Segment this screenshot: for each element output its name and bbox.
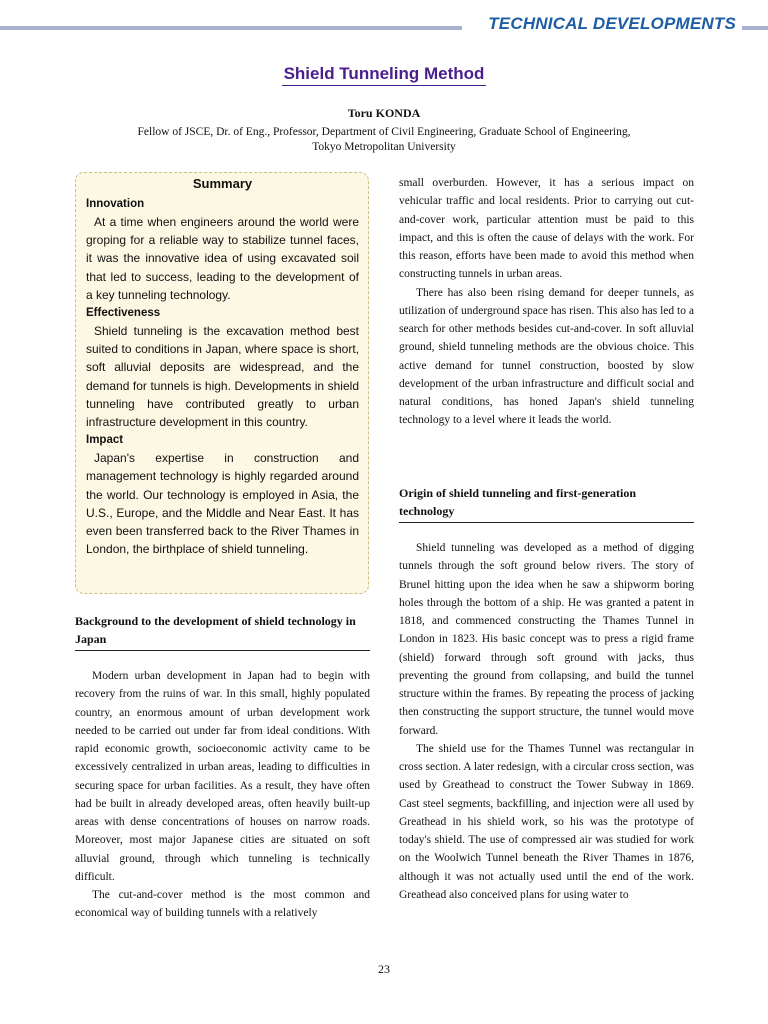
deeper-tunnels-paragraph: There has also been rising demand for deeper tunnels, as utilization of underground space has risen. This also has led to a search for other methods besides cut-and-cover. In soft alluvial ground, shield tunneling methods are the obvious choice. This active demand for tunnel construction, boosted by slow development of the urban infrastructure and difficult social and natural conditions, has honed Japan's shield tunneling technology to a level where it leads the world. bbox=[399, 286, 694, 427]
greathead-paragraph: The shield use for the Thames Tunnel was rectangular in cross section. A later redesign, with a circular cross section, was used by Greathead to construct the Tower Subway in 1869. Cast steel segments, backfilling, and injection were all used by Greathead in his shield work, so his was the prototype of today's shield. The use of compressed air was studied for work on the Woolwich Tunnel beneath the River Thames in 1876, although it was not actually used until the end of the work. Greathead also conceived plans for using water to bbox=[399, 742, 694, 901]
summary-title: Summary bbox=[192, 176, 253, 191]
affiliation-line-2: Tokyo Metropolitan University bbox=[312, 141, 456, 153]
innovation-text: At a time when engineers around the world were groping for a reliable way to stabilize tunnel faces, it was the innovative idea of using excavated soil that led to success, leading to the development of a key tunneling technology. bbox=[86, 215, 359, 302]
section-header bbox=[0, 0, 768, 50]
background-paragraph-2: The cut-and-cover method is the most common and economical way of building tunnels with a relatively bbox=[75, 889, 370, 920]
impact-text: Japan's expertise in construction and management technology is highly regarded around the world. Our technology is employed in Asia, the U.S., Europe, and the Middle and Near East. It has even been transferred back to the River Thames in London, the birthplace of shield tunneling. bbox=[86, 451, 359, 557]
article-title-block bbox=[0, 64, 768, 86]
section-label: TECHNICAL DEVELOPMENTS bbox=[488, 14, 736, 33]
page-number: 23 bbox=[378, 962, 390, 976]
impact-heading: Impact bbox=[86, 434, 124, 447]
origin-section-heading: Origin of shield tunneling and first-generation technology bbox=[399, 484, 694, 523]
right-column-top bbox=[399, 174, 694, 430]
origin-heading-block bbox=[399, 484, 694, 523]
header-stripe-left bbox=[0, 26, 462, 30]
author-affiliation bbox=[100, 125, 668, 155]
author-name: Toru KONDA bbox=[347, 106, 421, 120]
header-stripe-right bbox=[742, 26, 768, 30]
summary-box bbox=[75, 172, 369, 594]
cut-and-cover-continued-paragraph: small overburden. However, it has a serious impact on vehicular traffic and local residents. Prior to carrying out cut-and-cover work, particular attention must be paid to this impact, and this is often the cause of delays with the work. For this reason, efforts have been made to avoid this method when constructing tunnels in urban areas. bbox=[399, 177, 694, 281]
background-paragraph-1: Modern urban development in Japan had to begin with recovery from the ruins of war. In this small, highly populated country, an enormous amount of urban development work needed to be carried out under far from ideal conditions. With rapid economic growth, socioeconomic activity came to be excessively centralized in urban areas, leading to difficulties in securing space for urban facilities. As a result, they have often had be built in already developed areas, often heavily built-up areas with dense concentrations of houses on narrow roads. Moreover, most major Japanese cities are situated on soft alluvial ground, through which tunneling is technically difficult. bbox=[75, 670, 370, 883]
effectiveness-heading: Effectiveness bbox=[86, 307, 161, 320]
right-column-body bbox=[399, 539, 694, 904]
innovation-heading: Innovation bbox=[86, 198, 145, 210]
effectiveness-text: Shield tunneling is the excavation method best suited to conditions in Japan, where space is short, soft alluvial deposits are widespread, and the demand for tunnels is high. Developments in shield tunneling have contributed greatly to urban infrastructure development in this country. bbox=[86, 324, 359, 430]
left-column-body bbox=[75, 667, 370, 923]
brunel-paragraph: Shield tunneling was developed as a method of digging tunnels through the soft ground below rivers. The story of Brunel hitting upon the idea when he saw a shipworm boring holes through the bottom of a ship. He was granted a patent in 1818, and commenced constructing the Thames Tunnel in London in 1823. His basic concept was to press a rigid frame (shield) forward through soft ground with jacks, thus preventing the ground from collapsing, and build the tunnel structure within the frames. By repeating the process of jacking then constructing the support structure, the tunnel would move forward. bbox=[399, 542, 694, 737]
article-title: Shield Tunneling Method bbox=[282, 64, 487, 86]
background-section-heading: Background to the development of shield technology in Japan bbox=[75, 612, 370, 651]
left-column-heading-block bbox=[75, 612, 370, 651]
affiliation-line-1: Fellow of JSCE, Dr. of Eng., Professor, Department of Civil Engineering, Graduate School of Engineering, bbox=[137, 126, 631, 138]
